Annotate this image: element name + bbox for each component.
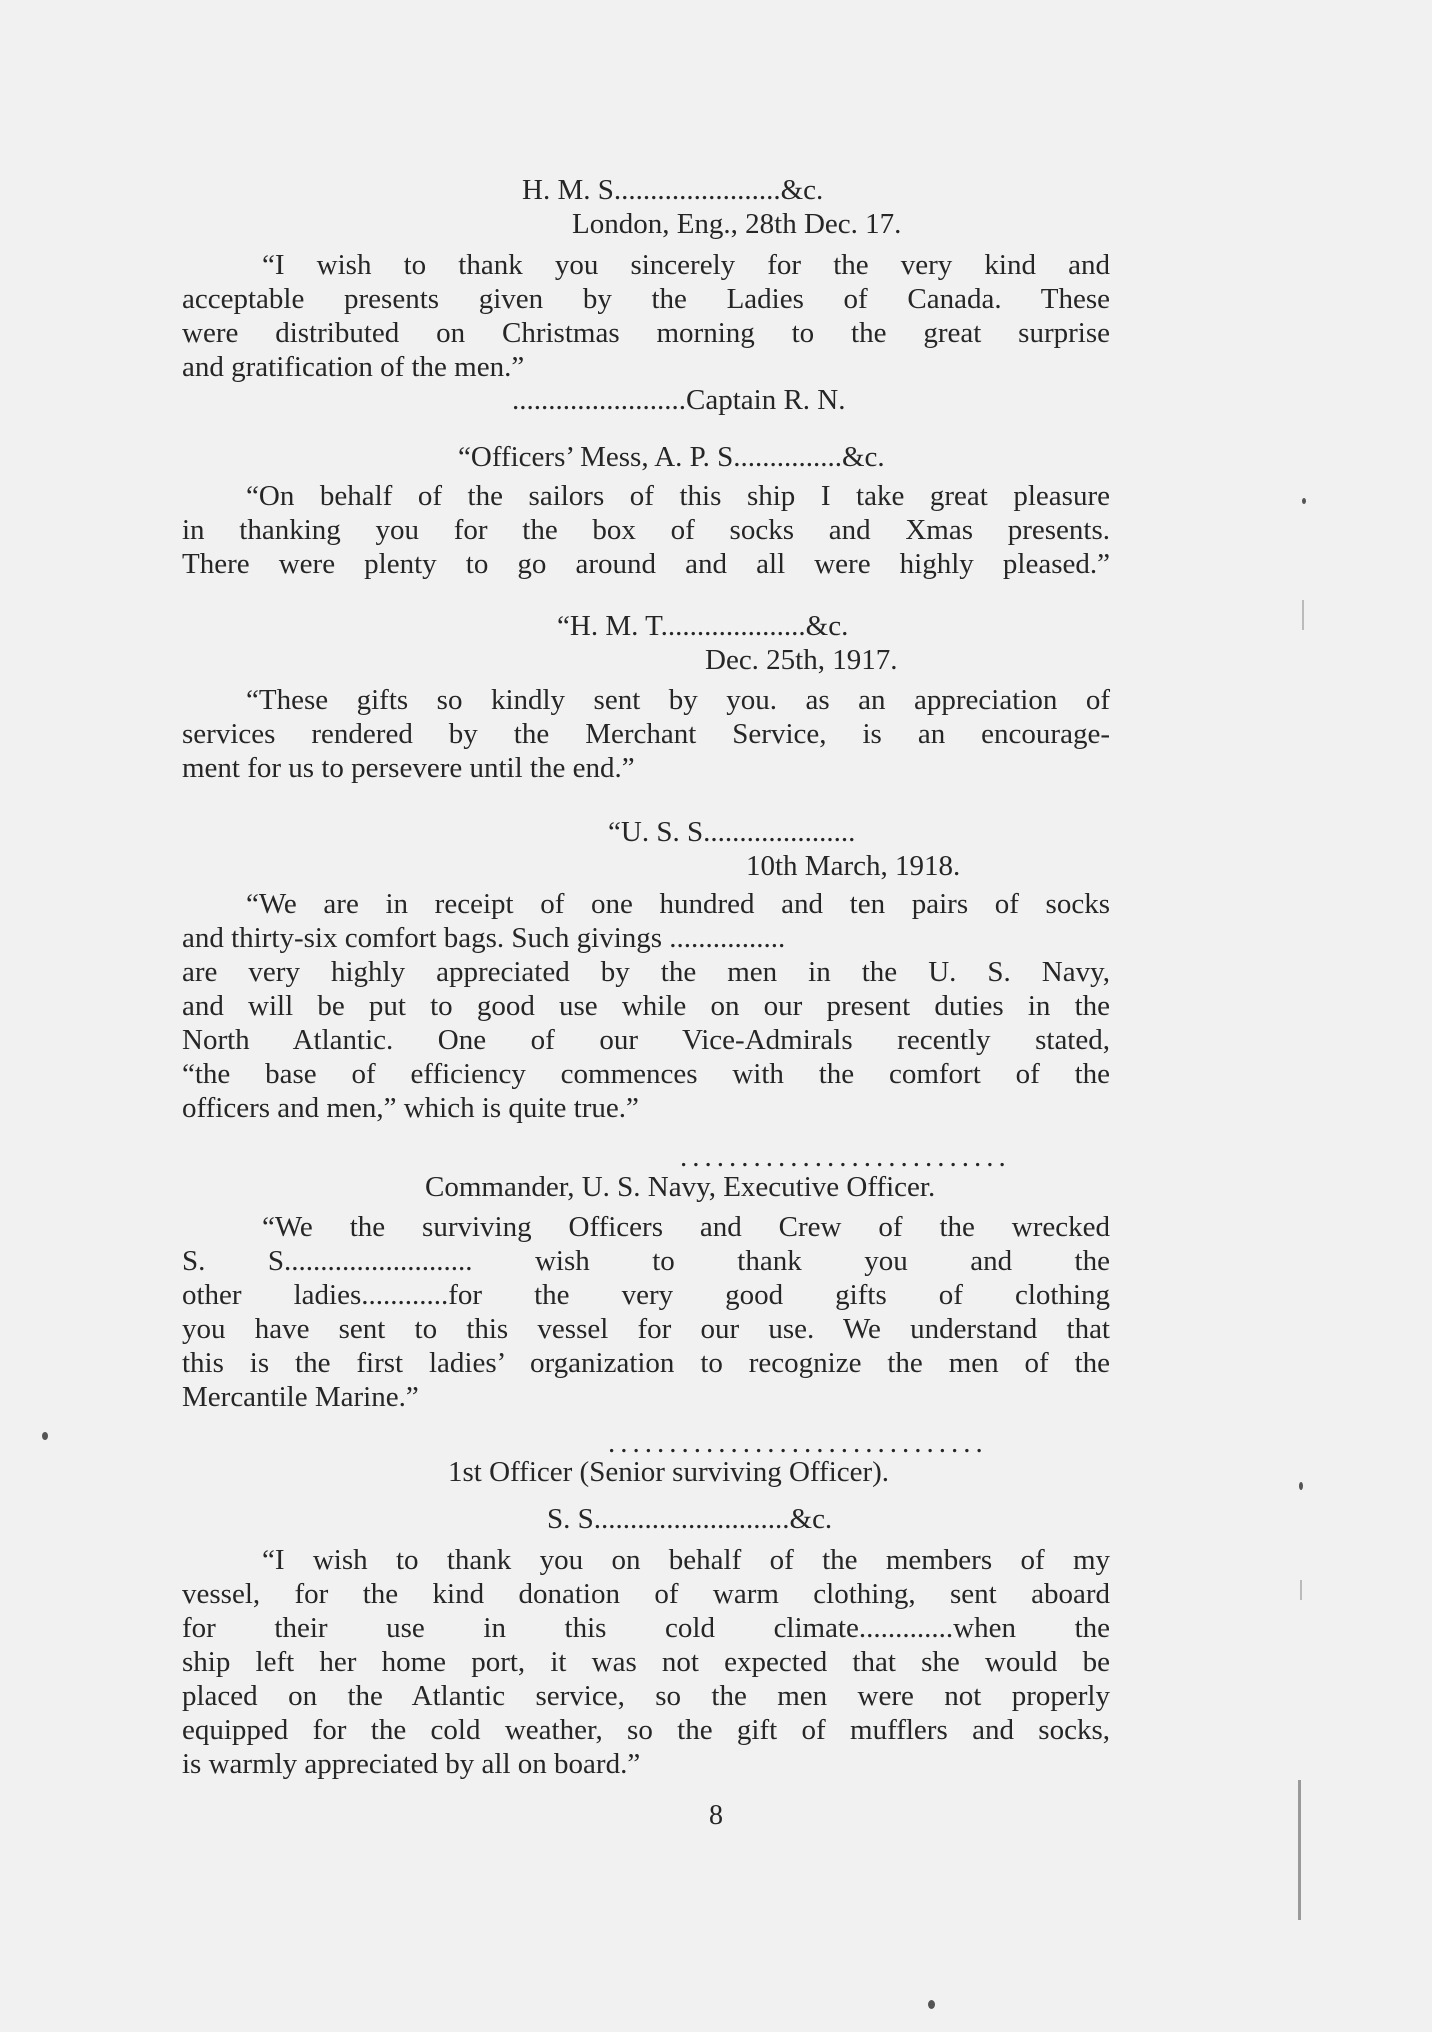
body-line: “These gifts so kindly sent by you. as an appreciation of: [246, 684, 1110, 716]
letter-header: “Officers’ Mess, A. P. S...............&c.: [458, 441, 885, 473]
scan-edge-mark: [1298, 1780, 1301, 1920]
signature: 1st Officer (Senior surviving Officer).: [448, 1456, 890, 1488]
body-line: vessel, for the kind donation of warm clothing, sent aboard: [182, 1578, 1110, 1610]
scan-edge-mark: [1302, 600, 1304, 630]
body-line: Mercantile Marine.”: [182, 1381, 419, 1413]
body-line: is warmly appreciated by all on board.”: [182, 1748, 641, 1780]
body-line: officers and men,” which is quite true.”: [182, 1092, 639, 1124]
body-line: North Atlantic. One of our Vice-Admirals recently stated,: [182, 1024, 1110, 1056]
body-line: “On behalf of the sailors of this ship I take great pleasure: [246, 480, 1110, 512]
scan-speck: [928, 2000, 935, 2009]
letter-place-date: London, Eng., 28th Dec. 17.: [572, 208, 902, 240]
body-line: are very highly appreciated by the men in the U. S. Navy,: [182, 956, 1110, 988]
body-line: in thanking you for the box of socks and Xmas presents.: [182, 514, 1110, 546]
body-line: “We are in receipt of one hundred and ten pairs of socks: [246, 888, 1110, 920]
body-line: and thirty-six comfort bags. Such givings ................: [182, 922, 786, 954]
body-line: other ladies............for the very good gifts of clothing: [182, 1279, 1110, 1311]
signature: ........................Captain R. N.: [512, 384, 846, 416]
letter-header: “U. S. S.....................: [608, 816, 856, 848]
signature: Commander, U. S. Navy, Executive Officer.: [425, 1171, 936, 1203]
body-line: “the base of efficiency commences with the comfort of the: [182, 1058, 1110, 1090]
page-number: 8: [709, 1800, 723, 1831]
body-line: S. S.......................... wish to thank you and the: [182, 1245, 1110, 1277]
letter-header: H. M. S.......................&c.: [522, 174, 824, 206]
body-line: “I wish to thank you sincerely for the very kind and: [262, 249, 1110, 281]
body-line: “We the surviving Officers and Crew of the wrecked: [262, 1211, 1110, 1243]
body-line: for their use in this cold climate.............when the: [182, 1612, 1110, 1644]
scan-edge-mark: [1300, 1580, 1302, 1600]
letter-date: Dec. 25th, 1917.: [705, 644, 898, 676]
body-line: ment for us to persevere until the end.”: [182, 752, 635, 784]
letter-header: S. S...........................&c.: [547, 1503, 833, 1535]
body-line: placed on the Atlantic service, so the men were not properly: [182, 1680, 1110, 1712]
body-line: ship left her home port, it was not expected that she would be: [182, 1646, 1110, 1678]
signature-dots: ...........................: [680, 1141, 1011, 1173]
body-line: services rendered by the Merchant Service, is an encourage-: [182, 718, 1110, 750]
body-line: equipped for the cold weather, so the gift of mufflers and socks,: [182, 1714, 1110, 1746]
body-line: There were plenty to go around and all were highly pleased.”: [182, 548, 1110, 580]
letter-header: “H. M. T....................&c.: [557, 610, 849, 642]
scan-speck: [1299, 1482, 1303, 1490]
body-line: were distributed on Christmas morning to the great surprise: [182, 317, 1110, 349]
body-line: this is the first ladies’ organization to recognize the men of the: [182, 1347, 1110, 1379]
scan-speck: [42, 1432, 48, 1440]
scan-speck: [1302, 498, 1306, 504]
body-line: and gratification of the men.”: [182, 351, 525, 383]
signature-dots: ...............................: [608, 1427, 988, 1459]
body-line: acceptable presents given by the Ladies of Canada. These: [182, 283, 1110, 315]
body-line: and will be put to good use while on our present duties in the: [182, 990, 1110, 1022]
body-line: you have sent to this vessel for our use. We understand that: [182, 1313, 1110, 1345]
letter-date: 10th March, 1918.: [746, 850, 961, 882]
body-line: “I wish to thank you on behalf of the members of my: [262, 1544, 1110, 1576]
